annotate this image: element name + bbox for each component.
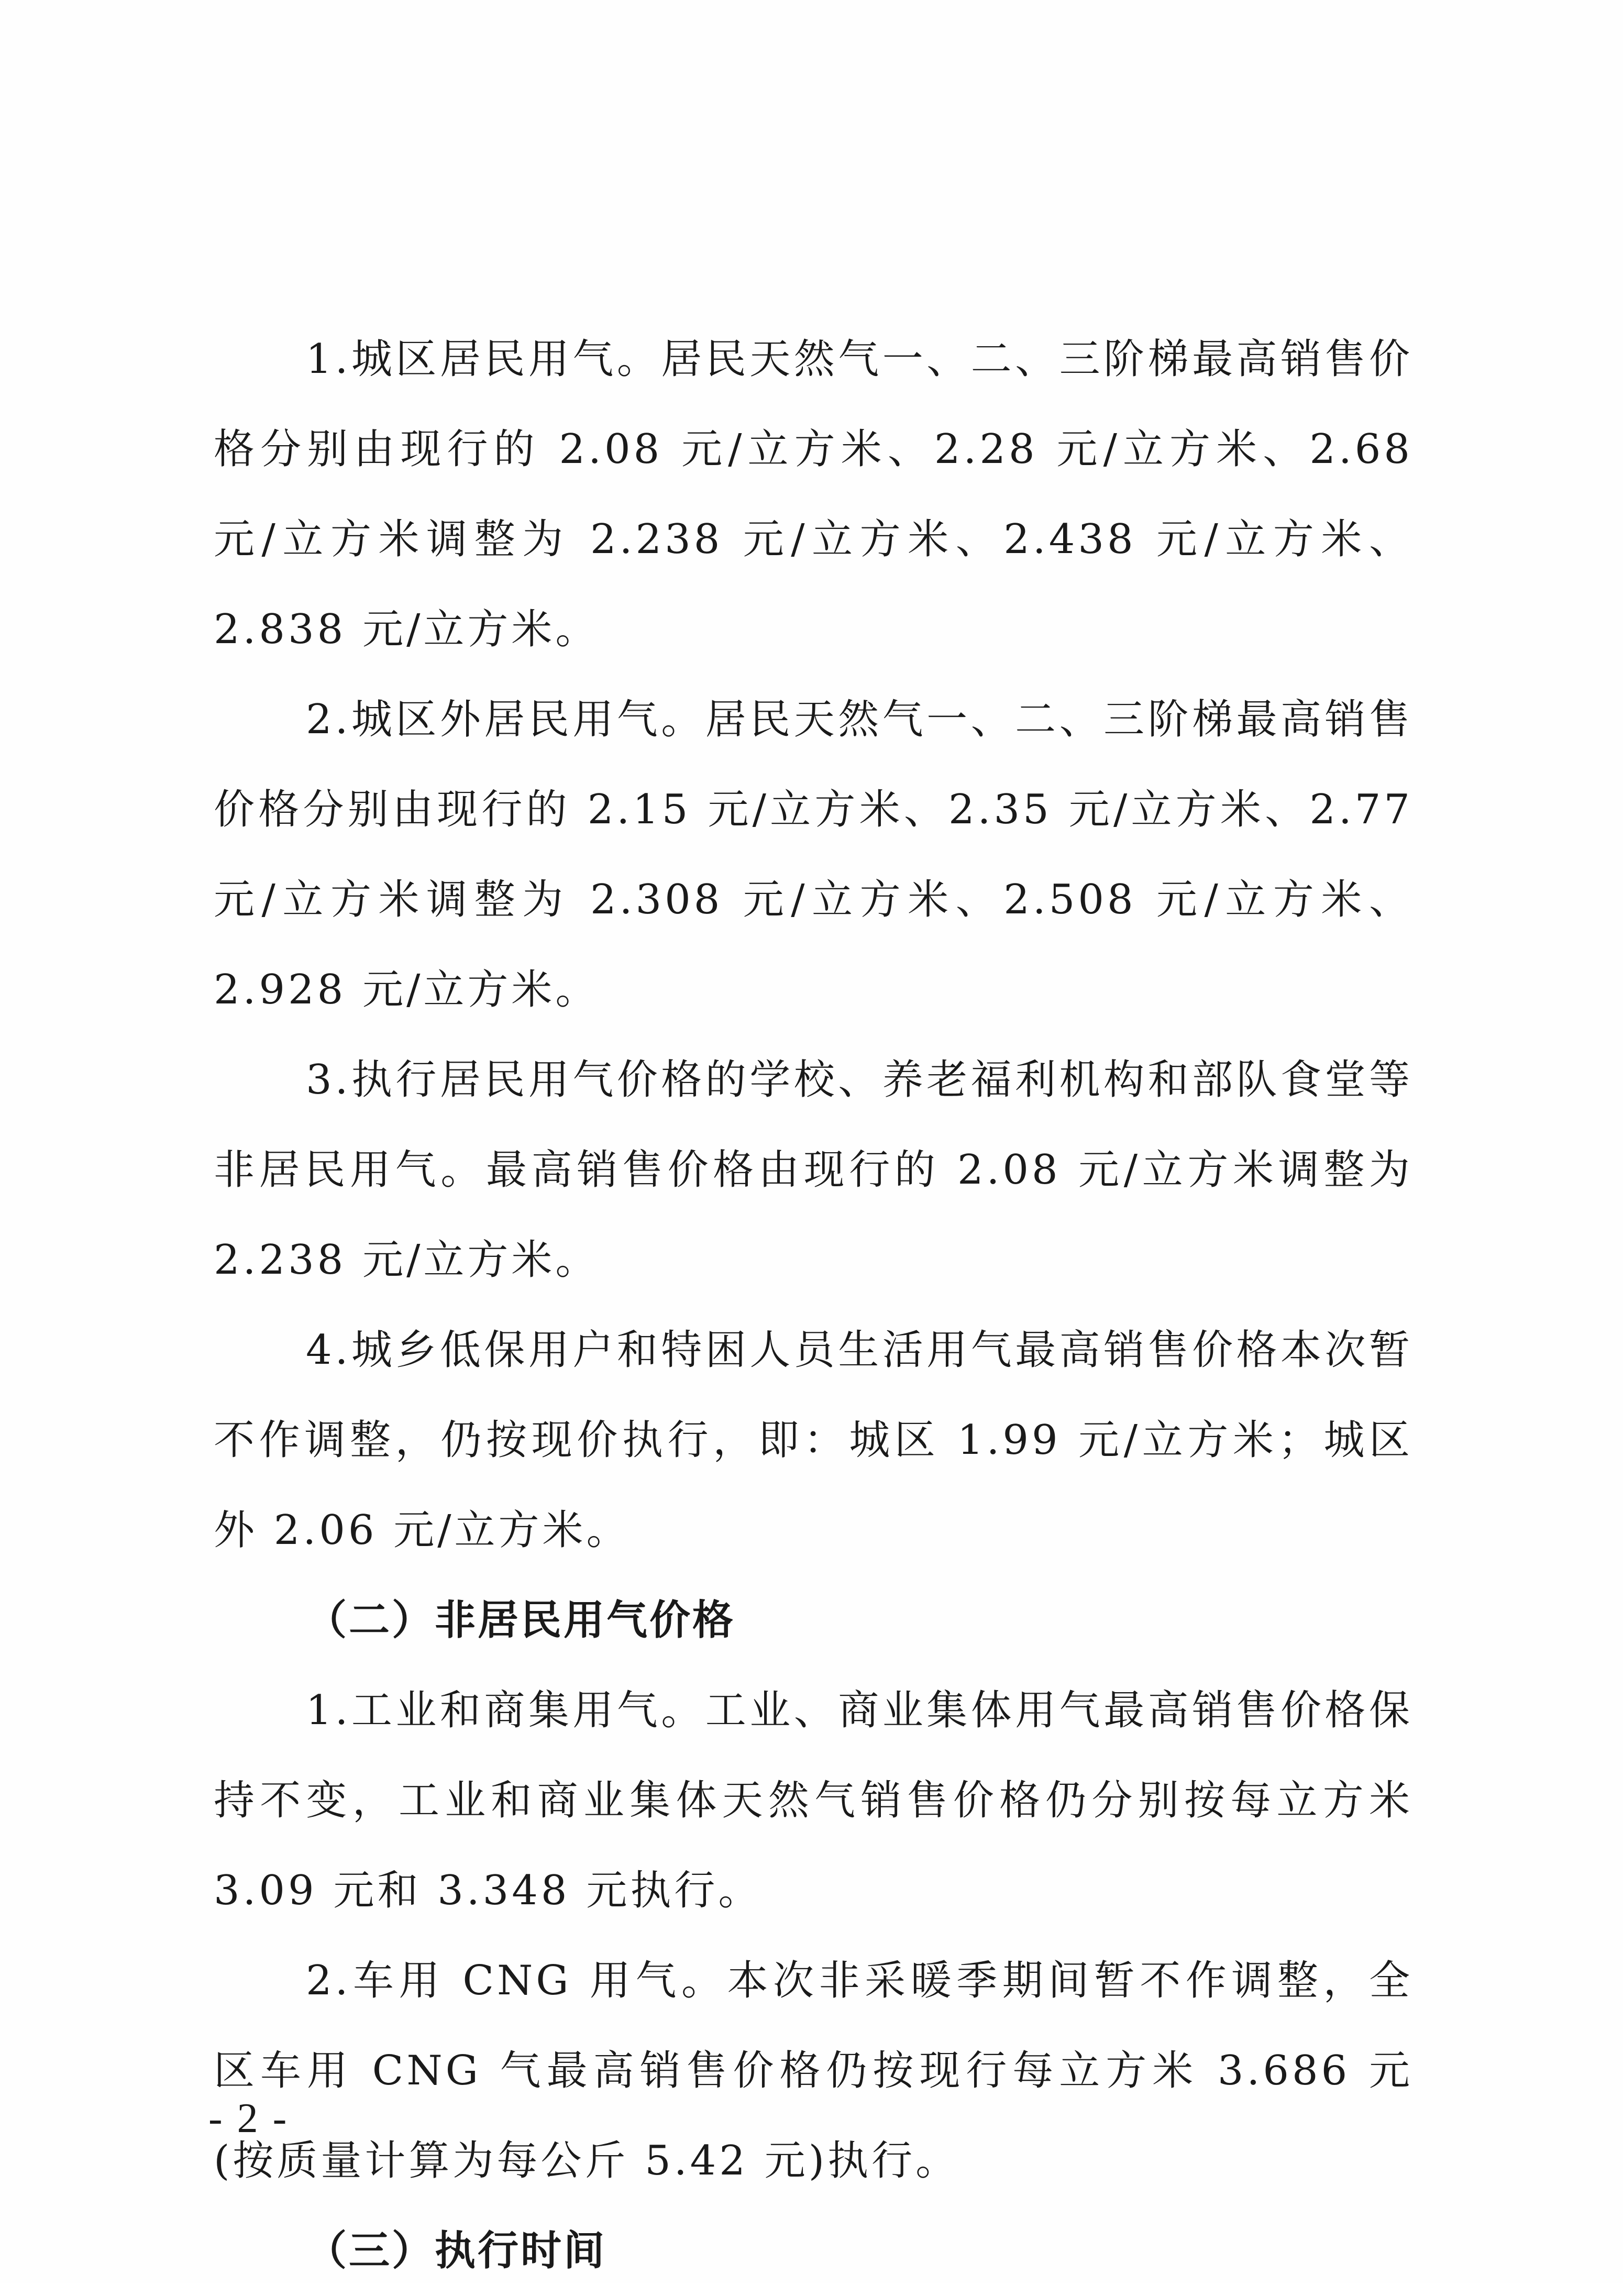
paragraph-urban-residential-gas: 1.城区居民用气。居民天然气一、二、三阶梯最高销售价格分别由现行的 2.08 元/立方米、2.28 元/立方米、2.68 元/立方米调整为 2.238 元/立方米、2.438 元/立方米、2.838 元/立方米。	[214, 336, 1413, 653]
section-heading-effective-date: （三）执行时间	[306, 2227, 607, 2275]
page-number: - 2 -	[208, 2095, 289, 2142]
paragraph-vehicle-cng-gas: 2.车用 CNG 用气。本次非采暖季期间暂不作调整，全区车用 CNG 气最高销售价格仍按现行每立方米 3.686 元 (按质量计算为每公斤 5.42 元)执行。	[214, 1957, 1413, 2184]
document-body	[214, 314, 1413, 2296]
paragraph-suburban-residential-gas: 2.城区外居民用气。居民天然气一、二、三阶梯最高销售价格分别由现行的 2.15 元/立方米、2.35 元/立方米、2.77 元/立方米调整为 2.308 元/立方米、2.508 元/立方米、2.928 元/立方米。	[214, 696, 1413, 1013]
section-heading-non-residential-gas-price: （二）非居民用气价格	[306, 1597, 736, 1644]
paragraph-industrial-commercial-gas: 1.工业和商集用气。工业、商业集体用气最高销售价格保持不变，工业和商业集体天然气销售价格仍分别按每立方米 3.09 元和 3.348 元执行。	[214, 1687, 1413, 1914]
paragraph-institutional-gas: 3.执行居民用气价格的学校、养老福利机构和部队食堂等非居民用气。最高销售价格由现行的 2.08 元/立方米调整为 2.238 元/立方米。	[214, 1056, 1413, 1284]
paragraph-low-income-gas: 4.城乡低保用户和特困人员生活用气最高销售价格本次暂不作调整，仍按现价执行，即：城区 1.99 元/立方米；城区外 2.06 元/立方米。	[214, 1327, 1413, 1554]
